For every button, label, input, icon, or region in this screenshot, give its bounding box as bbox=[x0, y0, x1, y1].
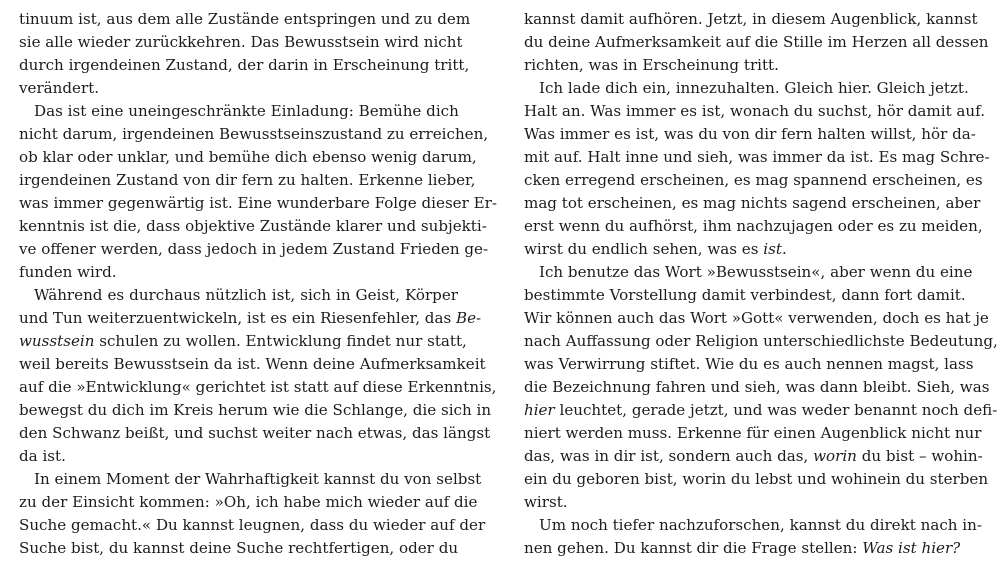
line-text-continued: du bist – wohin- bbox=[856, 447, 983, 465]
text-line bbox=[524, 422, 982, 445]
line-text: bewegst du dich im Kreis herum wie die Schlange, die sich in bbox=[19, 401, 492, 419]
text-line bbox=[19, 399, 492, 422]
line-text: was immer gegenwärtig ist. Eine wunderbare Folge dieser Er- bbox=[19, 194, 497, 212]
line-text: Das ist eine uneingeschränkte Einladung: Bemühe dich bbox=[34, 102, 459, 120]
italic-text: ist bbox=[763, 240, 782, 258]
line-text: Ich lade dich ein, innezuhalten. Gleich hier. Gleich jetzt. bbox=[539, 79, 969, 97]
line-text: verändert. bbox=[19, 79, 100, 97]
text-line bbox=[19, 77, 458, 100]
text-line bbox=[19, 284, 458, 307]
line-text: und Tun weiterzuentwickeln, ist es ein Riesenfehler, das bbox=[19, 309, 456, 327]
line-text: nen gehen. Du kannst dir die Frage stellen: bbox=[524, 539, 863, 557]
italic-text: Be- bbox=[456, 309, 482, 327]
text-line bbox=[524, 399, 998, 422]
line-text: wirst. bbox=[524, 493, 568, 511]
text-line bbox=[524, 468, 989, 491]
text-line bbox=[524, 353, 974, 376]
text-line bbox=[524, 330, 998, 353]
text-line bbox=[19, 261, 458, 284]
italic-text: worin bbox=[813, 447, 857, 465]
line-text: Suche bist, du kannst deine Suche rechtfertigen, oder du bbox=[19, 539, 459, 557]
text-line bbox=[524, 284, 966, 307]
line-text: zu der Einsicht kommen: »Oh, ich habe mich wieder auf die bbox=[19, 493, 478, 511]
text-line bbox=[19, 169, 476, 192]
line-text: mag tot erscheinen, es mag nichts sagend erscheinen, aber bbox=[524, 194, 981, 212]
line-text: funden wird. bbox=[19, 263, 117, 281]
line-text: mit auf. Halt inne und sieh, was immer da ist. Es mag Schre- bbox=[524, 148, 990, 166]
text-line bbox=[19, 307, 482, 330]
text-line bbox=[19, 353, 486, 376]
text-line bbox=[19, 376, 497, 399]
line-text: cken erregend erscheinen, es mag spannend erscheinen, es bbox=[524, 171, 983, 189]
text-line bbox=[524, 54, 963, 77]
italic-text: hier bbox=[524, 401, 555, 419]
text-line bbox=[524, 100, 985, 123]
line-text: Halt an. Was immer es ist, wonach du suchst, hör damit auf. bbox=[524, 102, 985, 120]
text-line bbox=[19, 468, 482, 491]
line-text: tinuum ist, aus dem alle Zustände entspringen und zu dem bbox=[19, 10, 471, 28]
line-text-continued: . bbox=[781, 240, 787, 258]
line-text: leuchtet, gerade jetzt, und was weder benannt noch defi- bbox=[554, 401, 998, 419]
text-line bbox=[524, 491, 963, 514]
line-text: bestimmte Vorstellung damit verbindest, dann fort damit. bbox=[524, 286, 966, 304]
line-text: nach Auffassung oder Religion unterschiedlichste Bedeutung, bbox=[524, 332, 998, 350]
text-line bbox=[524, 8, 978, 31]
text-line bbox=[19, 54, 470, 77]
line-text: nicht darum, irgendeinen Bewusstseinszustand zu erreichen, bbox=[19, 125, 489, 143]
text-line bbox=[19, 238, 489, 261]
line-text: niert werden muss. Erkenne für einen Augenblick nicht nur bbox=[524, 424, 982, 442]
text-line bbox=[19, 123, 489, 146]
line-text: was Verwirrung stiftet. Wie du es auch nennen magst, lass bbox=[524, 355, 974, 373]
text-line bbox=[524, 376, 990, 399]
text-line bbox=[524, 31, 989, 54]
text-line bbox=[524, 307, 989, 330]
text-line bbox=[19, 8, 471, 31]
line-text: Wir können auch das Wort »Gott« verwenden, doch es hat je bbox=[524, 309, 989, 327]
text-line bbox=[524, 261, 973, 284]
line-text: das, was in dir ist, sondern auch das, bbox=[524, 447, 814, 465]
text-line bbox=[524, 537, 963, 560]
line-text: kannst damit aufhören. Jetzt, in diesem Augenblick, kannst bbox=[524, 10, 978, 28]
text-line bbox=[524, 445, 983, 468]
line-text: auf die »Entwicklung« gerichtet ist statt auf diese Erkenntnis, bbox=[19, 378, 497, 396]
text-line bbox=[524, 123, 976, 146]
text-line bbox=[19, 192, 497, 215]
text-line bbox=[524, 192, 981, 215]
line-text: Suche gemacht.« Du kannst leugnen, dass du wieder auf der bbox=[19, 516, 486, 534]
line-text: wirst du endlich sehen, was es bbox=[524, 240, 764, 258]
line-text: die Bezeichnung fahren und sieh, was dann bleibt. Sieh, was bbox=[524, 378, 990, 396]
text-line bbox=[19, 491, 478, 514]
line-text: du deine Aufmerksamkeit auf die Stille im Herzen all dessen bbox=[524, 33, 989, 51]
right-column bbox=[524, 8, 998, 560]
line-text: erst wenn du aufhörst, ihm nachzujagen oder es zu meiden, bbox=[524, 217, 983, 235]
text-line bbox=[524, 514, 982, 537]
line-text: ob klar oder unklar, und bemühe dich ebenso wenig darum, bbox=[19, 148, 477, 166]
text-line bbox=[524, 215, 983, 238]
line-text: Ich benutze das Wort »Bewusstsein«, aber wenn du eine bbox=[539, 263, 973, 281]
line-text: schulen zu wollen. Entwicklung findet nur statt, bbox=[94, 332, 467, 350]
line-text: den Schwanz beißt, und suchst weiter nach etwas, das längst bbox=[19, 424, 491, 442]
line-text: ein du geboren bist, worin du lebst und wohinein du sterben bbox=[524, 470, 989, 488]
text-line bbox=[524, 169, 983, 192]
text-line bbox=[19, 146, 477, 169]
text-line bbox=[524, 238, 963, 261]
text-line bbox=[19, 215, 487, 238]
italic-text: Was ist hier? bbox=[862, 539, 961, 557]
line-text: kenntnis ist die, dass objektive Zustände klarer und subjekti- bbox=[19, 217, 487, 235]
text-line bbox=[19, 445, 458, 468]
line-text: irgendeinen Zustand von dir fern zu halten. Erkenne lieber, bbox=[19, 171, 476, 189]
text-line bbox=[524, 77, 969, 100]
text-line bbox=[19, 514, 486, 537]
text-line bbox=[524, 146, 990, 169]
line-text: weil bereits Bewusstsein da ist. Wenn deine Aufmerksamkeit bbox=[19, 355, 486, 373]
line-text: da ist. bbox=[19, 447, 66, 465]
line-text: richten, was in Erscheinung tritt. bbox=[524, 56, 779, 74]
line-text: ve offener werden, dass jedoch in jedem Zustand Frieden ge- bbox=[19, 240, 489, 258]
line-text: Während es durchaus nützlich ist, sich in Geist, Körper bbox=[34, 286, 458, 304]
italic-text: wusstsein bbox=[19, 332, 95, 350]
text-line bbox=[19, 422, 491, 445]
text-line bbox=[19, 330, 467, 353]
left-column bbox=[19, 8, 497, 560]
line-text: sie alle wieder zurückkehren. Das Bewusstsein wird nicht bbox=[19, 33, 463, 51]
text-line bbox=[19, 537, 458, 560]
line-text: durch irgendeinen Zustand, der darin in Erscheinung tritt, bbox=[19, 56, 470, 74]
line-text: Was immer es ist, was du von dir fern halten willst, hör da- bbox=[524, 125, 976, 143]
text-line bbox=[19, 31, 463, 54]
line-text: Um noch tiefer nachzuforschen, kannst du direkt nach in- bbox=[539, 516, 982, 534]
line-text: In einem Moment der Wahrhaftigkeit kannst du von selbst bbox=[34, 470, 482, 488]
text-line bbox=[19, 100, 458, 123]
